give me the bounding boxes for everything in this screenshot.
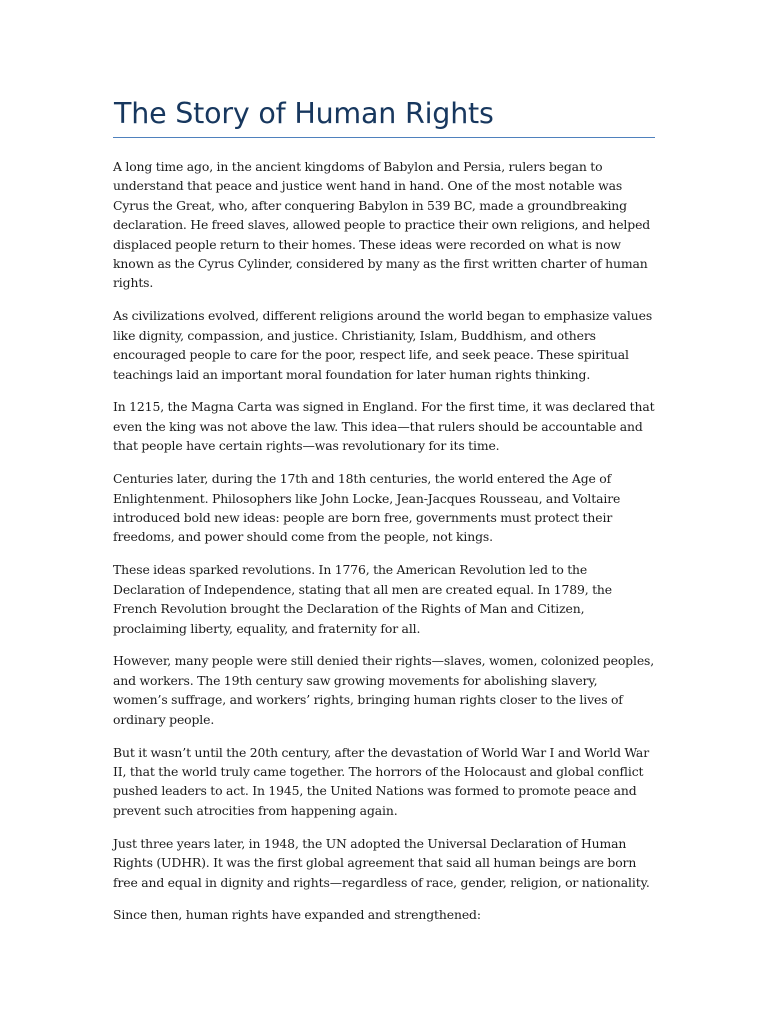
paragraph-19th-century: However, many people were still denied their rights—slaves, women, colonized peoples, and workers. The 19th century saw growing movements for abolishing slavery, women’s suffrage, and workers’ rights, bringing human rights closer to the lives of ordinary people. bbox=[113, 653, 655, 727]
paragraph-20th-century: But it wasn’t until the 20th century, after the devastation of World War I and World War II, that the world truly came together. The horrors of the Holocaust and global conflict pushed leaders to act. In 1945, the United Nations was formed to promote peace and prevent such atrocities from happening again. bbox=[113, 744, 650, 818]
paragraph-revolutions: These ideas sparked revolutions. In 1776, the American Revolution led to the Declaration of Independence, stating that all men are created equal. In 1789, the French Revolution brought the Declaration of the Rights of Man and Citizen, proclaiming liberty, equality, and fraternity for all. bbox=[113, 562, 612, 636]
paragraph-cyrus: A long time ago, in the ancient kingdoms of Babylon and Persia, rulers began to understand that peace and justice went hand in hand. One of the most notable was Cyrus the Great, who, after conquering Babylon in 539 BC, made a groundbreaking declaration. He freed slaves, allowed people to practice their own religions, and helped displaced people return to their homes. These ideas were recorded on what is now known as the Cyrus Cylinder, considered by many as the first written charter of human rights. bbox=[113, 159, 651, 291]
paragraph-magna-carta: In 1215, the Magna Carta was signed in England. For the first time, it was declared that even the king was not above the law. This idea—that rulers should be accountable and that people have certain rights—was revolutionary for its time. bbox=[113, 399, 655, 454]
paragraph-religions: As civilizations evolved, different religions around the world began to emphasize values like dignity, compassion, and justice. Christianity, Islam, Buddhism, and others encouraged people to care for the poor, respect life, and seek peace. These spiritual teachings laid an important moral foundation for later human rights thinking. bbox=[113, 308, 653, 382]
paragraph-udhr: Just three years later, in 1948, the UN adopted the Universal Declaration of Human Rights (UDHR). It was the first global agreement that said all human beings are born free and equal in dignity and rights—regardless of race, gender, religion, or nationality. bbox=[113, 835, 650, 890]
paragraph-enlightenment: Centuries later, during the 17th and 18th centuries, the world entered the Age of Enlightenment. Philosophers like John Locke, Jean-Jacques Rousseau, and Voltaire introduced bold new ideas: people are born free, governments must protect their freedoms, and power should come from the people, not kings. bbox=[113, 471, 621, 545]
title-underline-rule bbox=[113, 137, 655, 138]
paragraph-since-then: Since then, human rights have expanded and strengthened: bbox=[113, 907, 481, 923]
document-body bbox=[113, 96, 655, 938]
document-title: The Story of Human Rights bbox=[114, 97, 494, 130]
